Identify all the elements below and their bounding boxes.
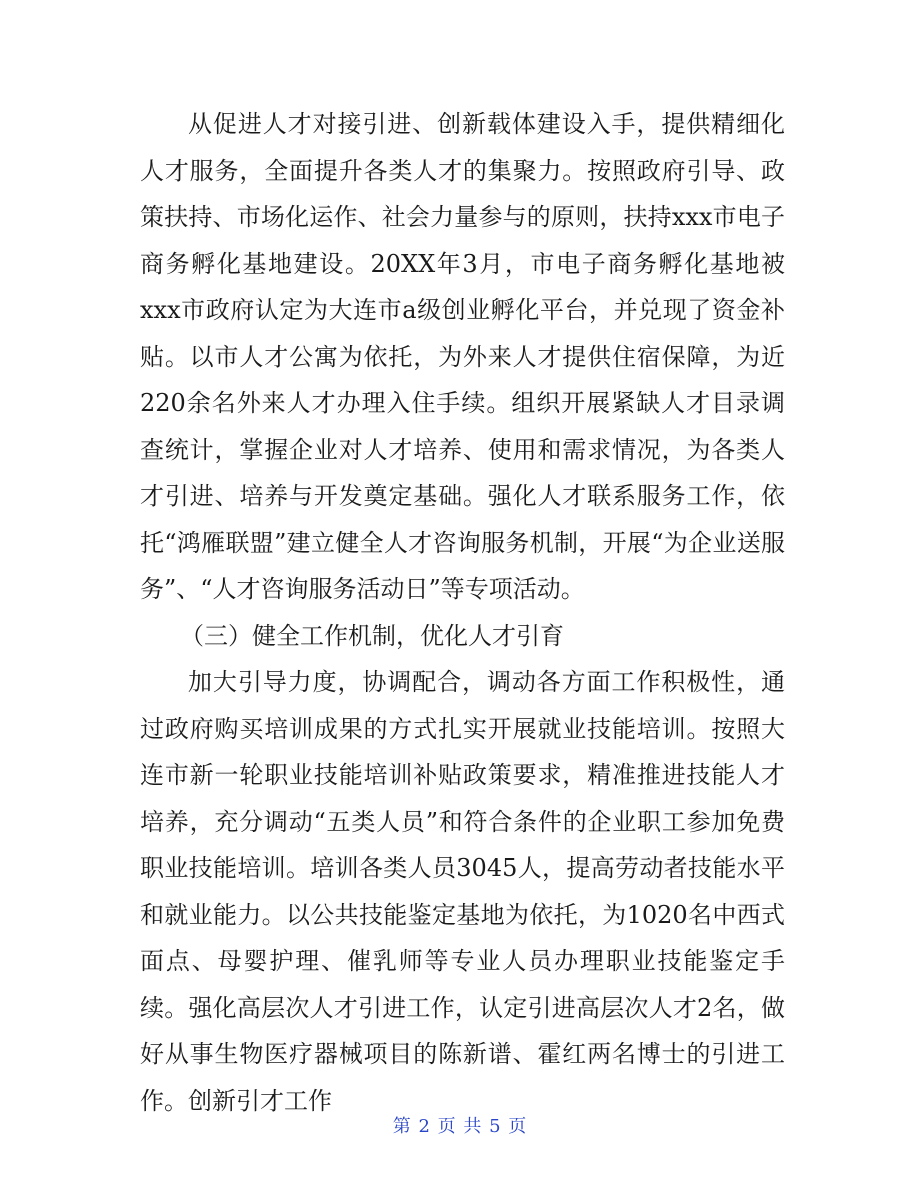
paragraph-skills-training: 加大引导力度，协调配合，调动各方面工作积极性，通过政府购买培训成果的方式扎实开展就业技能培训。按照大连市新一轮职业技能培训补贴政策要求，精准推进技能人才培养，充分调动“五类人员”和符合条件的企业职工参加免费职业技能培训。培训各类人员3045人，提高劳动者技能水平和就业能力。以公共技能鉴定基地为依托，为1020名中西式面点、母婴护理、催乳师等专业人员办理职业技能鉴定手续。强化高层次人才引进工作，认定引进高层次人才2名，做好从事生物医疗器械项目的陈新谱、霍红两名博士的引进工作。创新引才工作 (140, 668, 785, 1115)
page-number-footer: 第 2 页 共 5 页 (392, 1116, 528, 1137)
section-heading: （三）健全工作机制，优化人才引育 (180, 621, 564, 650)
document-body (140, 101, 785, 1124)
paragraph-talent-services: 从促进人才对接引进、创新载体建设入手，提供精细化人才服务，全面提升各类人才的集聚力。按照政府引导、政策扶持、市场化运作、社会力量参与的原则，扶持xxx市电子商务孵化基地建设。20XX年3月，市电子商务孵化基地被xxx市政府认定为大连市a级创业孵化平台，并兑现了资金补贴。以市人才公寓为依托，为外来人才提供住宿保障，为近220余名外来人才办理入住手续。组织开展紧缺人才目录调查统计，掌握企业对人才培养、使用和需求情况，为各类人才引进、培养与开发奠定基础。强化人才联系服务工作，依托“鸿雁联盟”建立健全人才咨询服务机制，开展“为企业送服务”、“人才咨询服务活动日”等专项活动。 (140, 110, 785, 603)
